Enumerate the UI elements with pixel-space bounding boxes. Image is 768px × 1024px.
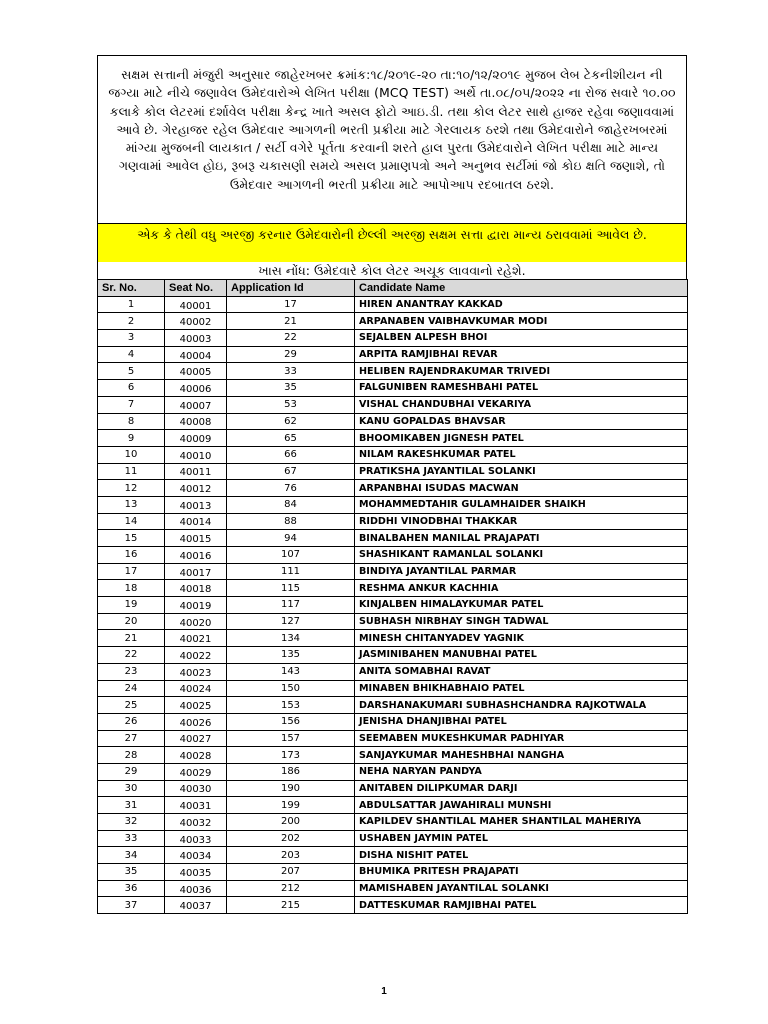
candidate-name-cell: SUBHASH NIRBHAY SINGH TADWAL <box>355 613 688 630</box>
seat-no-cell: 40028 <box>165 747 227 764</box>
seat-no-cell: 40018 <box>165 580 227 597</box>
candidate-name-cell: ABDULSATTAR JAWAHIRALI MUNSHI <box>355 797 688 814</box>
seat-no-cell: 40032 <box>165 814 227 831</box>
application-id-cell: 94 <box>227 530 355 547</box>
table-row <box>98 680 688 697</box>
table-row <box>98 597 688 614</box>
document-sheet <box>97 55 687 914</box>
sr-no-cell: 24 <box>98 680 165 697</box>
table-row <box>98 430 688 447</box>
header-candidate-name: Candidate Name <box>355 280 688 297</box>
seat-no-cell: 40037 <box>165 897 227 914</box>
sr-no-cell: 23 <box>98 663 165 680</box>
table-row <box>98 446 688 463</box>
seat-no-cell: 40010 <box>165 446 227 463</box>
candidate-name-cell: FALGUNIBEN RAMESHBAHI PATEL <box>355 380 688 397</box>
seat-no-cell: 40020 <box>165 613 227 630</box>
sr-no-cell: 2 <box>98 313 165 330</box>
seat-no-cell: 40002 <box>165 313 227 330</box>
application-id-cell: 153 <box>227 697 355 714</box>
seat-no-cell: 40011 <box>165 463 227 480</box>
candidate-name-cell: SEEMABEN MUKESHKUMAR PADHIYAR <box>355 730 688 747</box>
table-row <box>98 413 688 430</box>
seat-no-cell: 40007 <box>165 396 227 413</box>
application-id-cell: 156 <box>227 713 355 730</box>
seat-no-cell: 40034 <box>165 847 227 864</box>
sr-no-cell: 12 <box>98 480 165 497</box>
sr-no-cell: 4 <box>98 346 165 363</box>
application-id-cell: 76 <box>227 480 355 497</box>
seat-no-cell: 40015 <box>165 530 227 547</box>
header-application-id: Application Id <box>227 280 355 297</box>
table-row <box>98 847 688 864</box>
table-row <box>98 580 688 597</box>
application-id-cell: 84 <box>227 496 355 513</box>
seat-no-cell: 40035 <box>165 864 227 881</box>
candidate-name-cell: JENISHA DHANJIBHAI PATEL <box>355 713 688 730</box>
sr-no-cell: 6 <box>98 380 165 397</box>
candidate-name-cell: SHASHIKANT RAMANLAL SOLANKI <box>355 547 688 564</box>
application-id-cell: 202 <box>227 830 355 847</box>
application-id-cell: 199 <box>227 797 355 814</box>
sr-no-cell: 28 <box>98 747 165 764</box>
table-row <box>98 763 688 780</box>
application-id-cell: 22 <box>227 330 355 347</box>
candidate-name-cell: DATTESKUMAR RAMJIBHAI PATEL <box>355 897 688 914</box>
seat-no-cell: 40033 <box>165 830 227 847</box>
table-row <box>98 363 688 380</box>
sr-no-cell: 22 <box>98 647 165 664</box>
sr-no-cell: 17 <box>98 563 165 580</box>
candidate-name-cell: ARPANABEN VAIBHAVKUMAR MODI <box>355 313 688 330</box>
candidate-name-cell: ARPANBHAI ISUDAS MACWAN <box>355 480 688 497</box>
application-id-cell: 17 <box>227 296 355 313</box>
seat-no-cell: 40031 <box>165 797 227 814</box>
application-id-cell: 190 <box>227 780 355 797</box>
sr-no-cell: 34 <box>98 847 165 864</box>
table-row <box>98 496 688 513</box>
notice-paragraph: સક્ષમ સત્તાની મંજુરી અનુસાર જાહેરખબર ક્રમાંક:૧૮/૨૦૧૯-૨૦ તા:૧૦/૧૨/૨૦૧૯ મુજબ લેબ ટેકનીશીયન ની જગ્યા માટે નીચે જણાવેલ ઉમેદવારોએ લેખિત પરીક્ષા (MCQ TEST) અર્થે તા.૦૮/૦૫/૨૦૨૨ ના રોજ સવારે ૧૦.૦૦ કલાકે કોલ લેટરમાં દર્શાવેલ પરીક્ષા કેન્દ્ર ખાતે અસલ ફોટો આઇ.ડી. તથા કોલ લેટર સાથે હાજર રહેવા જણાવવામાં આવે છે. ગેરહાજર રહેલ ઉમેદવાર આગળની ભરતી પ્રક્રીયા માટે ગેરલાયક ઠરશે તથા ઉમેદવારોને જાહેરખબરમાં માંગ્યા મુજબની લાયકાત / સર્ટી વગેરે પૂર્તતા કરવાની શરતે હાલ પુરતા ઉમેદવારોને લેખિત પરીક્ષા માટે માન્ય ગણવામાં આવેલ હોઇ, રૂબરૂ ચકાસણી સમયે અસલ પ્રમાણપત્રો અને અનુભવ સર્ટીમાં જો કોઇ ક્ષતિ જણાશે, તો ઉમેદવાર આગળની ભરતી પ્રક્રીયા માટે આપોઆપ રદબાતલ ઠરશે. <box>97 55 687 224</box>
table-row <box>98 697 688 714</box>
table-row <box>98 613 688 630</box>
sr-no-cell: 18 <box>98 580 165 597</box>
seat-no-cell: 40001 <box>165 296 227 313</box>
candidate-name-cell: KINJALBEN HIMALAYKUMAR PATEL <box>355 597 688 614</box>
seat-no-cell: 40009 <box>165 430 227 447</box>
candidate-name-cell: VISHAL CHANDUBHAI VEKARIYA <box>355 396 688 413</box>
seat-no-cell: 40026 <box>165 713 227 730</box>
sr-no-cell: 16 <box>98 547 165 564</box>
application-id-cell: 134 <box>227 630 355 647</box>
application-id-cell: 203 <box>227 847 355 864</box>
seat-no-cell: 40019 <box>165 597 227 614</box>
table-row <box>98 864 688 881</box>
table-row <box>98 530 688 547</box>
sr-no-cell: 31 <box>98 797 165 814</box>
application-id-cell: 111 <box>227 563 355 580</box>
candidate-name-cell: KAPILDEV SHANTILAL MAHER SHANTILAL MAHERIYA <box>355 814 688 831</box>
candidate-name-cell: MINABEN BHIKHABHAIO PATEL <box>355 680 688 697</box>
candidate-name-cell: SANJAYKUMAR MAHESHBHAI NANGHA <box>355 747 688 764</box>
seat-no-cell: 40004 <box>165 346 227 363</box>
table-header-row <box>98 280 688 297</box>
seat-no-cell: 40014 <box>165 513 227 530</box>
candidate-name-cell: BINALBAHEN MANILAL PRAJAPATI <box>355 530 688 547</box>
sr-no-cell: 25 <box>98 697 165 714</box>
sr-no-cell: 13 <box>98 496 165 513</box>
application-id-cell: 35 <box>227 380 355 397</box>
sr-no-cell: 3 <box>98 330 165 347</box>
seat-no-cell: 40006 <box>165 380 227 397</box>
sr-no-cell: 37 <box>98 897 165 914</box>
application-id-cell: 207 <box>227 864 355 881</box>
sr-no-cell: 33 <box>98 830 165 847</box>
candidate-name-cell: MOHAMMEDTAHIR GULAMHAIDER SHAIKH <box>355 496 688 513</box>
table-row <box>98 296 688 313</box>
seat-no-cell: 40012 <box>165 480 227 497</box>
sr-no-cell: 21 <box>98 630 165 647</box>
table-row <box>98 880 688 897</box>
table-row <box>98 513 688 530</box>
table-row <box>98 380 688 397</box>
table-row <box>98 313 688 330</box>
table-row <box>98 730 688 747</box>
candidate-name-cell: ARPITA RAMJIBHAI REVAR <box>355 346 688 363</box>
table-row <box>98 713 688 730</box>
sr-no-cell: 26 <box>98 713 165 730</box>
seat-no-cell: 40013 <box>165 496 227 513</box>
table-row <box>98 630 688 647</box>
candidate-name-cell: BHUMIKA PRITESH PRAJAPATI <box>355 864 688 881</box>
application-id-cell: 212 <box>227 880 355 897</box>
table-row <box>98 897 688 914</box>
seat-no-cell: 40003 <box>165 330 227 347</box>
seat-no-cell: 40029 <box>165 763 227 780</box>
table-row <box>98 780 688 797</box>
header-sr-no: Sr. No. <box>98 280 165 297</box>
application-id-cell: 21 <box>227 313 355 330</box>
sr-no-cell: 8 <box>98 413 165 430</box>
sr-no-cell: 7 <box>98 396 165 413</box>
candidate-name-cell: BHOOMIKABEN JIGNESH PATEL <box>355 430 688 447</box>
seat-no-cell: 40005 <box>165 363 227 380</box>
sr-no-cell: 32 <box>98 814 165 831</box>
application-id-cell: 143 <box>227 663 355 680</box>
sr-no-cell: 11 <box>98 463 165 480</box>
table-row <box>98 547 688 564</box>
sr-no-cell: 10 <box>98 446 165 463</box>
table-row <box>98 480 688 497</box>
sr-no-cell: 36 <box>98 880 165 897</box>
seat-no-cell: 40027 <box>165 730 227 747</box>
sr-no-cell: 15 <box>98 530 165 547</box>
candidate-name-cell: DARSHANAKUMARI SUBHASHCHANDRA RAJKOTWALA <box>355 697 688 714</box>
seat-no-cell: 40024 <box>165 680 227 697</box>
sr-no-cell: 9 <box>98 430 165 447</box>
candidate-name-cell: MINESH CHITANYADEV YAGNIK <box>355 630 688 647</box>
candidate-name-cell: ANITABEN DILIPKUMAR DARJI <box>355 780 688 797</box>
sr-no-cell: 20 <box>98 613 165 630</box>
header-seat-no: Seat No. <box>165 280 227 297</box>
candidate-name-cell: ANITA SOMABHAI RAVAT <box>355 663 688 680</box>
table-body <box>98 296 688 913</box>
candidate-name-cell: DISHA NISHIT PATEL <box>355 847 688 864</box>
table-row <box>98 463 688 480</box>
table-row <box>98 330 688 347</box>
application-id-cell: 127 <box>227 613 355 630</box>
application-id-cell: 29 <box>227 346 355 363</box>
table-row <box>98 663 688 680</box>
table-row <box>98 797 688 814</box>
application-id-cell: 67 <box>227 463 355 480</box>
application-id-cell: 200 <box>227 814 355 831</box>
sr-no-cell: 19 <box>98 597 165 614</box>
candidate-table <box>97 279 688 914</box>
table-row <box>98 830 688 847</box>
application-id-cell: 117 <box>227 597 355 614</box>
table-row <box>98 346 688 363</box>
candidate-name-cell: USHABEN JAYMIN PATEL <box>355 830 688 847</box>
candidate-name-cell: NILAM RAKESHKUMAR PATEL <box>355 446 688 463</box>
seat-no-cell: 40017 <box>165 563 227 580</box>
candidate-name-cell: RIDDHI VINODBHAI THAKKAR <box>355 513 688 530</box>
special-note: ખાસ નોંધ: ઉમેદવારે કોલ લેટર અચૂક લાવવાનો રહેશે. <box>97 262 687 279</box>
table-row <box>98 563 688 580</box>
table-row <box>98 747 688 764</box>
application-id-cell: 88 <box>227 513 355 530</box>
application-id-cell: 107 <box>227 547 355 564</box>
candidate-name-cell: JASMINIBAHEN MANUBHAI PATEL <box>355 647 688 664</box>
application-id-cell: 65 <box>227 430 355 447</box>
seat-no-cell: 40036 <box>165 880 227 897</box>
sr-no-cell: 30 <box>98 780 165 797</box>
sr-no-cell: 14 <box>98 513 165 530</box>
candidate-name-cell: RESHMA ANKUR KACHHIA <box>355 580 688 597</box>
sr-no-cell: 5 <box>98 363 165 380</box>
page-number: 1 <box>381 986 387 997</box>
application-id-cell: 186 <box>227 763 355 780</box>
application-id-cell: 150 <box>227 680 355 697</box>
candidate-name-cell: PRATIKSHA JAYANTILAL SOLANKI <box>355 463 688 480</box>
application-id-cell: 173 <box>227 747 355 764</box>
seat-no-cell: 40016 <box>165 547 227 564</box>
application-id-cell: 53 <box>227 396 355 413</box>
candidate-name-cell: HELIBEN RAJENDRAKUMAR TRIVEDI <box>355 363 688 380</box>
application-id-cell: 135 <box>227 647 355 664</box>
candidate-name-cell: HIREN ANANTRAY KAKKAD <box>355 296 688 313</box>
seat-no-cell: 40025 <box>165 697 227 714</box>
candidate-name-cell: KANU GOPALDAS BHAVSAR <box>355 413 688 430</box>
highlighted-note: એક કે તેથી વધુ અરજી કરનાર ઉમેદવારોની છેલ્લી અરજી સક્ષમ સત્તા દ્વારા માન્ય ઠરાવવામાં આવેલ છે. <box>97 224 687 262</box>
seat-no-cell: 40023 <box>165 663 227 680</box>
table-row <box>98 814 688 831</box>
application-id-cell: 215 <box>227 897 355 914</box>
application-id-cell: 66 <box>227 446 355 463</box>
candidate-name-cell: NEHA NARYAN PANDYA <box>355 763 688 780</box>
table-row <box>98 396 688 413</box>
seat-no-cell: 40008 <box>165 413 227 430</box>
sr-no-cell: 27 <box>98 730 165 747</box>
table-row <box>98 647 688 664</box>
application-id-cell: 115 <box>227 580 355 597</box>
application-id-cell: 157 <box>227 730 355 747</box>
sr-no-cell: 35 <box>98 864 165 881</box>
candidate-name-cell: BINDIYA JAYANTILAL PARMAR <box>355 563 688 580</box>
candidate-name-cell: MAMISHABEN JAYANTILAL SOLANKI <box>355 880 688 897</box>
seat-no-cell: 40021 <box>165 630 227 647</box>
candidate-name-cell: SEJALBEN ALPESH BHOI <box>355 330 688 347</box>
seat-no-cell: 40030 <box>165 780 227 797</box>
application-id-cell: 33 <box>227 363 355 380</box>
seat-no-cell: 40022 <box>165 647 227 664</box>
sr-no-cell: 29 <box>98 763 165 780</box>
sr-no-cell: 1 <box>98 296 165 313</box>
application-id-cell: 62 <box>227 413 355 430</box>
